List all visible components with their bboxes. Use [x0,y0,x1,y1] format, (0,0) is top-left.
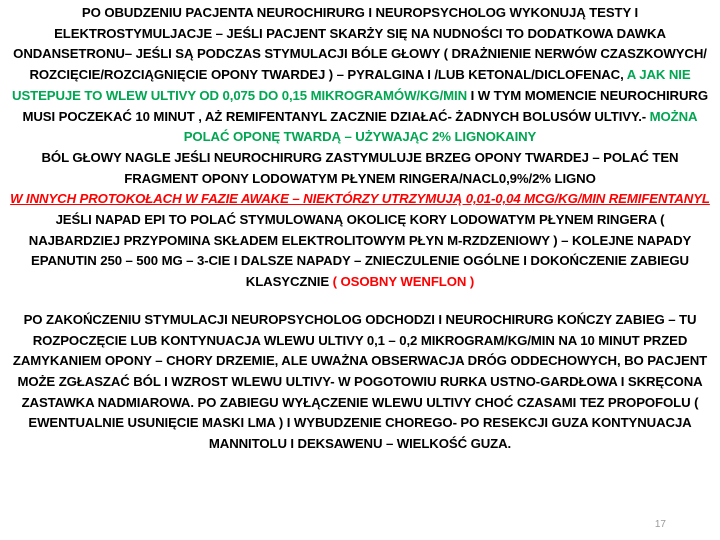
remifentanyl-protocol-note: W INNYCH PROTOKOŁACH W FAZIE AWAKE – NIEKTÓRZY UTRZYMUJĄ 0,01-0,04 MCG/KG/MIN REMIFENTANYL [10,191,710,207]
separate-cannula-note: ( OSOBNY WENFLON ) [332,274,475,290]
paragraph-seizure: JEŚLI NAPAD EPI TO POLAĆ STYMULOWANĄ OKOLICĘ KORY LODOWATYM PŁYNEM RINGERA ( NAJBARDZIEJ PRZYPOMINA SKŁADEM ELEKTROLITOWYM PŁYN M-RZDZENIOWY ) – KOLEJNE NAPADY EPANUTIN 250 – 500 MG – 3-CIE I DALSZE NAPADY – ZNIECZULENIE OGÓLNE I DOKOŃCZENIE ZABIEGU KLASYCZNIE [28,212,692,290]
ultiva-dose-highlight: A JAK NIE USTEPUJE TO WLEW ULTIVY OD 0,075 DO 0,15 MIKROGRAMÓW/KG/MIN [12,67,691,103]
paragraph-wait: I W TYM MOMENCIE NEUROCHIRURG MUSI POCZEKAĆ 10 MINUT , AŻ REMIFENTANYL ZACZNIE DZIAŁAĆ- ŻADNYCH BOLUSÓW ULTIVY.- [22,87,708,124]
text-block-closing-phase [10,310,710,455]
paragraph-testing: PO OBUDZENIU PACJENTA NEUROCHIRURG I NEUROPSYCHOLOG WYKONUJĄ TESTY I ELEKTROSTYMULJACJE – JEŚLI PACJENT SKARŻY SIĘ NA NUDNOŚCI TO DODATKOWA DAWKA ONDANSETRONU– JEŚLI SĄ PODCZAS STYMULACJI BÓLE GŁOWY ( DRAŻNIENIE NERWÓW CZASZKOWYCH/ ROZCIĘCIE/ROZCIĄGNIĘCIE OPONY TWARDEJ ) – PYRALGINA I /LUB KETONAL/DICLOFENAC, [13,5,707,83]
lignocaine-highlight: MOŻNA POLAĆ OPONĘ TWARDĄ – UŻYWAJĄC 2% LIGNOKAINY [183,108,698,145]
paragraph-closing: PO ZAKOŃCZENIU STYMULACJI NEUROPSYCHOLOG ODCHODZI I NEUROCHIRURG KOŃCZY ZABIEG – TU ROZPOCZĘCIE LUB KONTYNUACJA WLEWU ULTIVY 0,1 – 0,2 MIKROGRAM/KG/MIN NA 10 MINUT PRZED ZAMYKANIEM OPONY – CHORY DRZEMIE, ALE UWAŻNA OBSERWACJA DRÓG ODDECHOWYCH, BO PACJENT MOŻE ZGŁASZAĆ BÓL I WZROST WLEWU ULTIVY- W POGOTOWIU RURKA USTNO-GARDŁOWA I SKRĘCONA ZASTAWKA NADMIAROWA. PO ZABIEGU WYŁĄCZENIE WLEWU ULTIVY CHOĆ CZASAMI TEZ PROPOFOLU ( EWENTUALNIE USUNIĘCIE MASKI LMA ) I WYBUDZENIE CHOREGO- PO RESEKCJI GUZA KONTYNUACJA MANNITOLU I DEKSAWENU – WIELKOŚĆ GUZA. [12,311,708,452]
paragraph-headache: BÓL GŁOWY NAGLE JEŚLI NEUROCHIRURG ZASTYMULUJE BRZEG OPONY TWARDEJ – POLAĆ TEN FRAGMENT OPONY LODOWATYM PŁYNEM RINGERA/NACL0,9%/2% LIGNO [41,149,679,186]
page-number: 17 [654,519,666,530]
text-block-awake-phase [10,3,710,293]
